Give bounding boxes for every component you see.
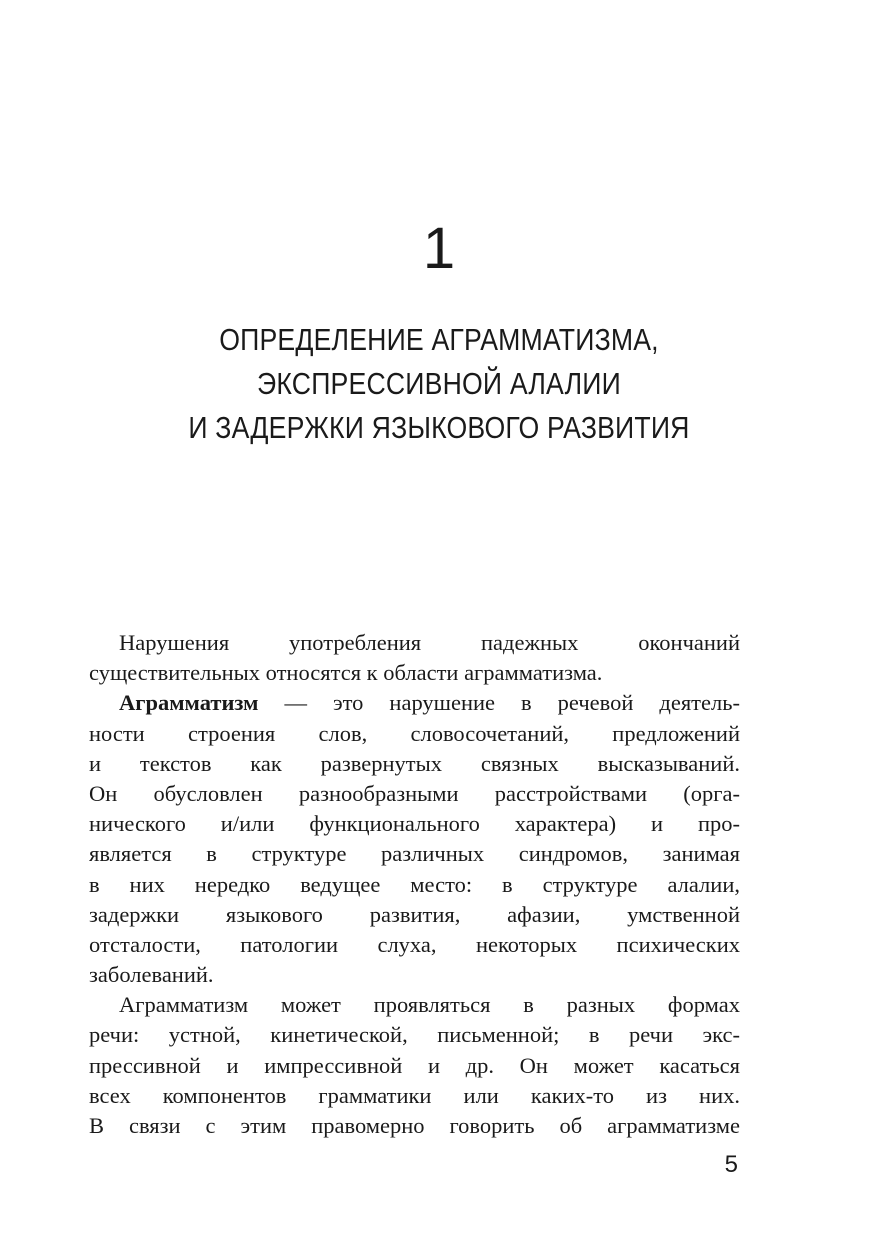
text-line: существительных относятся к области аграмматизма. xyxy=(89,660,603,686)
chapter-title-line: ОПРЕДЕЛЕНИЕ АГРАММАТИЗМА, xyxy=(219,322,659,357)
chapter-title xyxy=(113,318,765,450)
text-line: и текстов как развернутых связных высказываний. xyxy=(89,750,740,776)
text-line: отсталости, патологии слуха, некоторых психических xyxy=(89,931,740,957)
text-line: Аграмматизм может проявляться в разных формах xyxy=(119,992,740,1018)
chapter-title-line: И ЗАДЕРЖКИ ЯЗЫКОВОГО РАЗВИТИЯ xyxy=(188,410,690,445)
body-text xyxy=(89,628,740,1141)
text-line: заболеваний. xyxy=(89,962,214,988)
text-line: всех компонентов грамматики или каких-то из них. xyxy=(89,1082,740,1108)
text-line: Он обусловлен разнообразными расстройствами (орга- xyxy=(89,780,740,806)
chapter-number: 1 xyxy=(422,216,456,281)
chapter-title-line: ЭКСПРЕССИВНОЙ АЛАЛИИ xyxy=(257,366,621,401)
term-bold: Аграмматизм xyxy=(119,690,259,716)
text-line: прессивной и импрессивной и др. Он может касаться xyxy=(89,1052,740,1078)
text-line: В связи с этим правомерно говорить об аграмматизме xyxy=(89,1113,740,1138)
text-line xyxy=(89,688,740,718)
text-line: является в структуре различных синдромов, занимая xyxy=(89,841,740,867)
text-line: Нарушения употребления падежных окончаний xyxy=(119,630,740,655)
text-line: ности строения слов, словосочетаний, предложений xyxy=(89,720,740,746)
text-line: речи: устной, кинетической, письменной; в речи экс- xyxy=(89,1022,740,1048)
text-line: в них нередко ведущее место: в структуре алалии, xyxy=(89,871,740,897)
text-line: нического и/или функционального характера) и про- xyxy=(89,811,740,837)
text-line: задержки языкового развития, афазии, умственной xyxy=(89,901,740,927)
text-fragment: — это нарушение в речевой деятель- xyxy=(258,690,740,716)
page-number: 5 xyxy=(724,1151,738,1178)
